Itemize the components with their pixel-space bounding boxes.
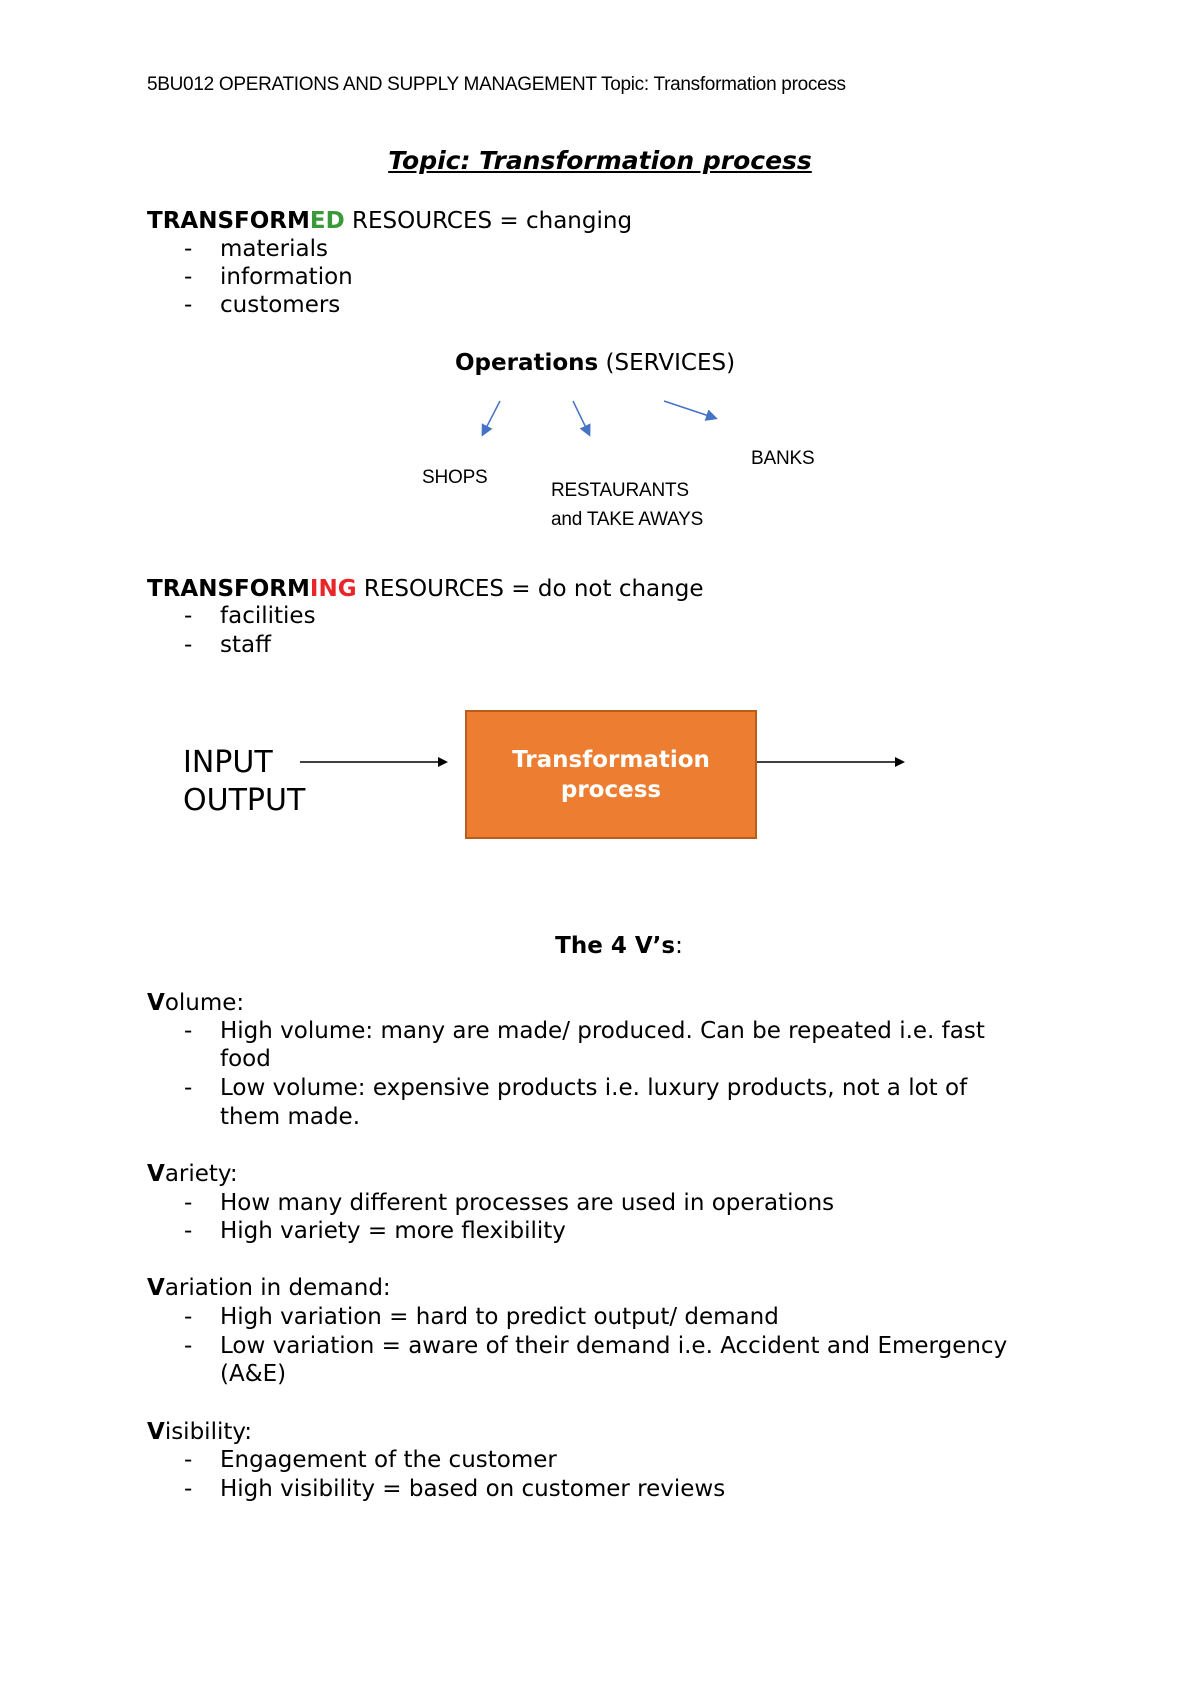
bullet-dash: - [184,1190,193,1216]
arrow-to-restaurants [573,401,589,434]
operations-label: Operations [455,350,599,376]
bullet-dash: - [184,1304,193,1330]
v-letter: V [147,990,165,1016]
list-item-continuation: (A&E) [220,1361,287,1387]
list-item-continuation: them made. [220,1104,361,1130]
four-vs-heading [0,933,1200,959]
list-item-continuation: food [220,1046,271,1072]
list-item: staff [220,632,271,658]
transforming-prefix: TRANSFORM [147,576,310,602]
list-item: High visibility = based on customer reviews [220,1476,726,1502]
section-heading-variation [147,1275,391,1301]
list-item: materials [220,236,328,262]
restaurants-label-line1: RESTAURANTS [551,480,689,501]
list-item: information [220,264,353,290]
restaurants-label-line2: and TAKE AWAYS [551,509,704,530]
banks-label: BANKS [751,448,815,469]
section-heading-variety [147,1161,238,1187]
transformed-prefix: TRANSFORM [147,208,310,234]
v-letter: V [147,1161,165,1187]
list-item: customers [220,292,341,318]
box-line1: Transformation [512,746,710,773]
box-line2: process [560,776,662,803]
section-heading-volume [147,990,244,1016]
page-title: Topic: Transformation process [388,146,812,175]
input-label: INPUT [183,745,273,780]
output-label: OUTPUT [183,783,306,818]
bullet-dash: - [184,603,193,629]
section-heading-rest: isibility: [164,1419,253,1445]
list-item: Engagement of the customer [220,1447,557,1473]
transformed-rest: RESOURCES = changing [344,208,633,234]
list-item: How many different processes are used in operations [220,1190,835,1216]
v-letter: V [147,1419,165,1445]
section-heading-rest: ariation in demand: [164,1275,391,1301]
bullet-dash: - [184,1476,193,1502]
list-item: Low variation = aware of their demand i.e. Accident and Emergency [220,1333,1008,1359]
section-heading-rest: ariety: [164,1161,238,1187]
transformation-process-box [465,710,757,839]
bullet-dash: - [184,236,193,262]
transformed-suffix: ED [309,208,345,234]
list-item: High volume: many are made/ produced. Can be repeated i.e. fast [220,1018,985,1044]
list-item: facilities [220,603,316,629]
shops-label: SHOPS [422,467,488,488]
section-heading-visibility [147,1419,252,1445]
bullet-dash: - [184,1018,193,1044]
transforming-suffix: ING [309,576,357,602]
bullet-dash: - [184,1447,193,1473]
list-item: Low volume: expensive products i.e. luxury products, not a lot of [220,1075,968,1101]
bullet-dash: - [184,292,193,318]
bullet-dash: - [184,1075,193,1101]
page-header: 5BU012 OPERATIONS AND SUPPLY MANAGEMENT Topic: Transformation process [147,74,846,95]
bullet-dash: - [184,264,193,290]
transforming-rest: RESOURCES = do not change [356,576,704,602]
arrow-to-shops [483,401,500,434]
arrow-to-banks [664,401,715,418]
list-item: High variety = more flexibility [220,1218,566,1244]
bullet-dash: - [184,632,193,658]
four-vs-colon: : [675,933,683,959]
transforming-heading [147,576,703,602]
v-letter: V [147,1275,165,1301]
section-heading-rest: olume: [164,990,245,1016]
bullet-dash: - [184,1218,193,1244]
bullet-dash: - [184,1333,193,1359]
four-vs-title: The 4 V’s [555,933,676,959]
list-item: High variation = hard to predict output/ demand [220,1304,779,1330]
operations-note: (SERVICES) [598,350,736,376]
